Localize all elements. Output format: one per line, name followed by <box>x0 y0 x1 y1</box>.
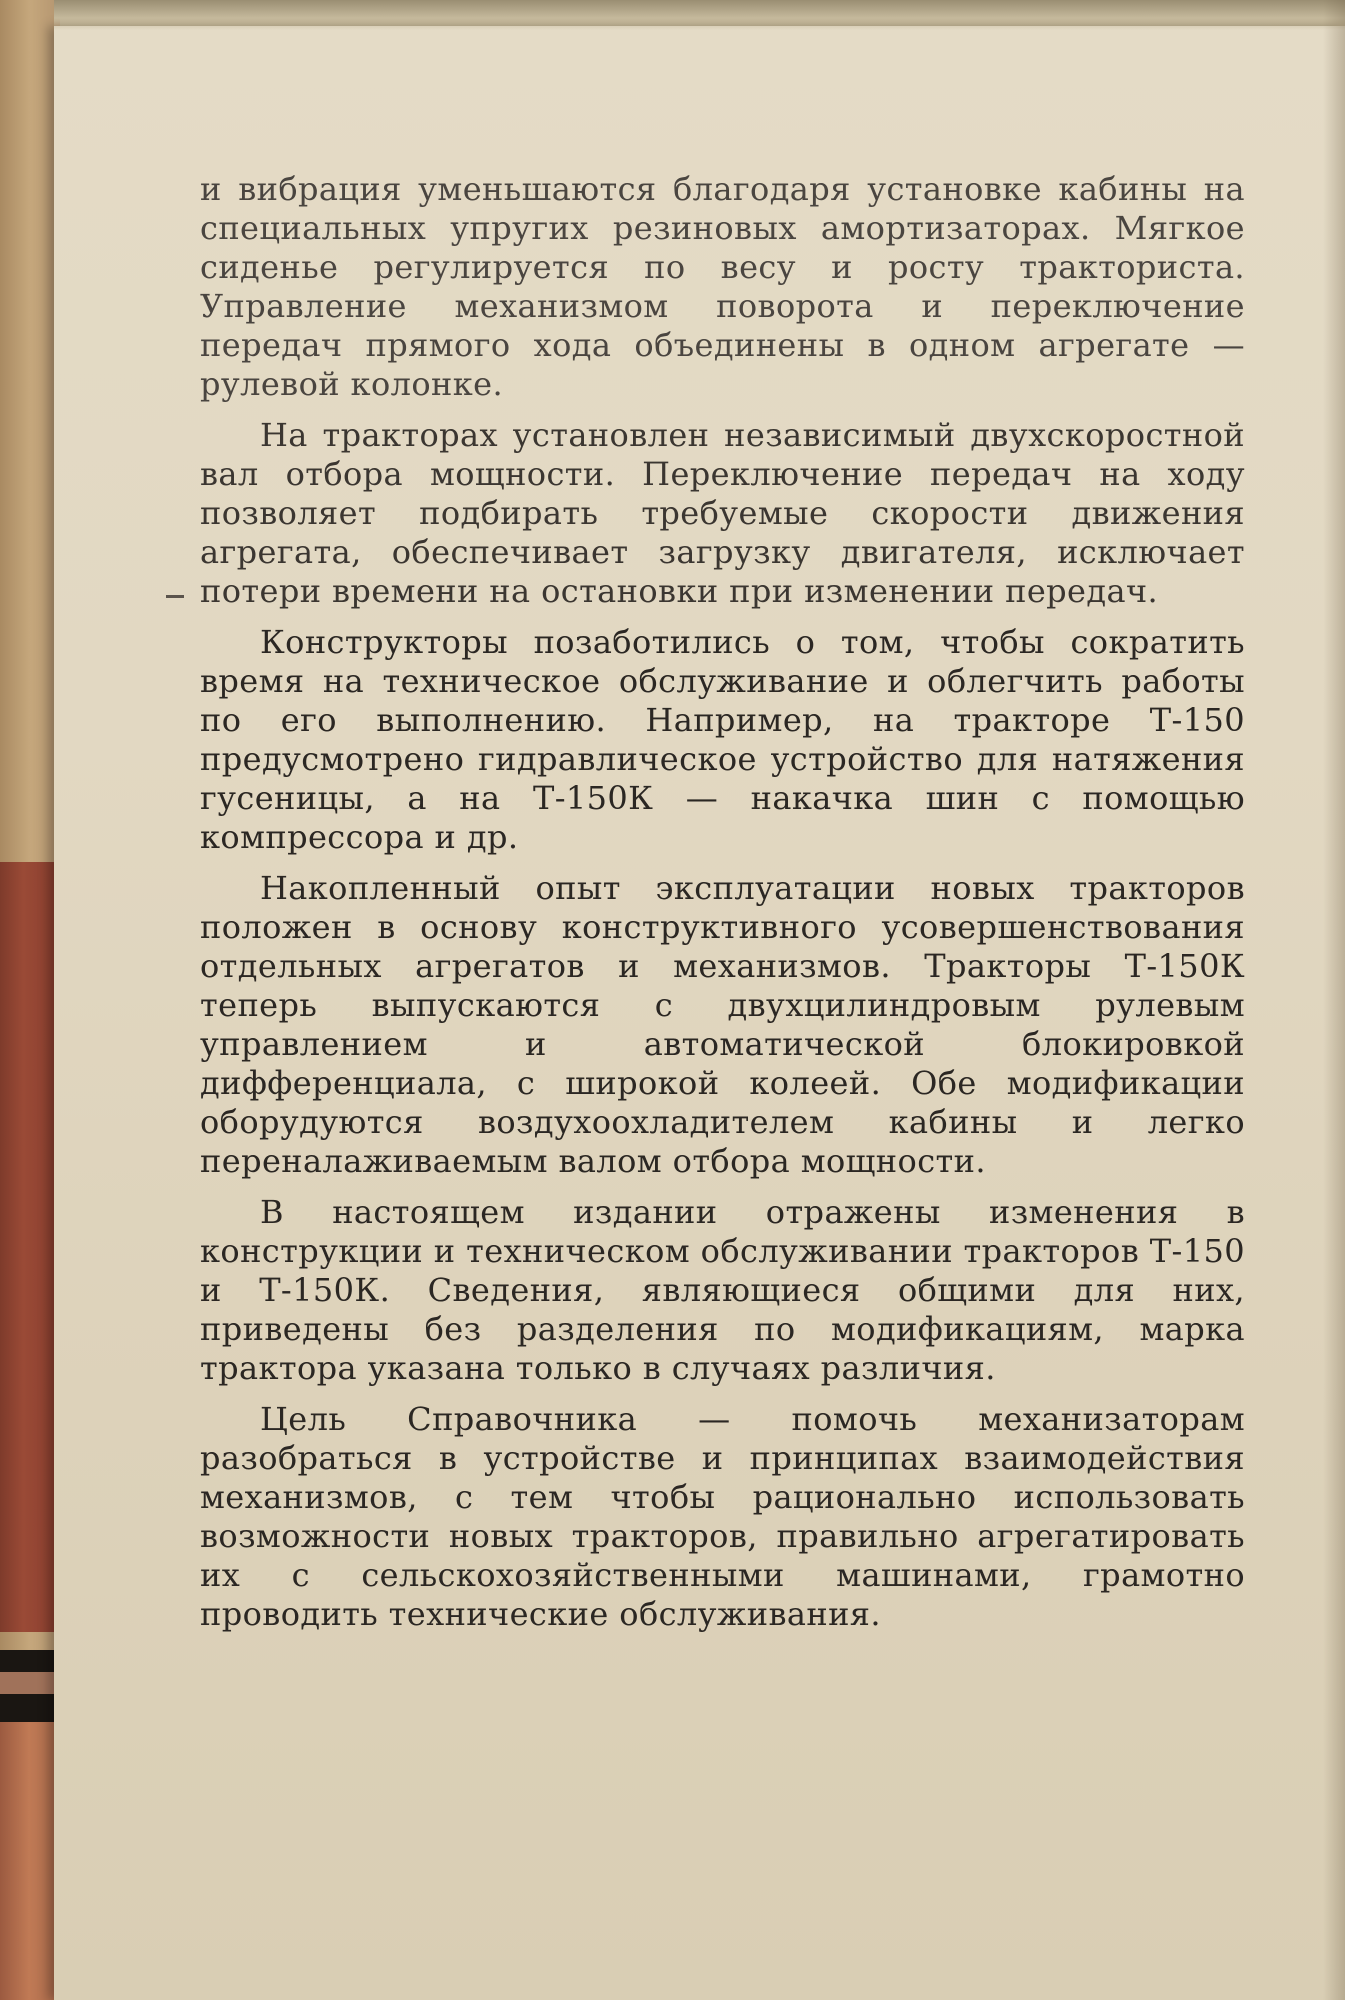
cover-band-gap <box>0 1672 58 1694</box>
paragraph: В настоящем издании отражены изменения в конструкции и техническом обслуживании тракторов Т-150 и Т-150К. Сведения, являющиеся общими для них, приведены без разделения по модификациям, марка трактора указана только в случаях различия. <box>200 1193 1245 1387</box>
margin-mark <box>166 595 184 598</box>
page-right-shade <box>1323 0 1345 2000</box>
paragraph: На тракторах установлен независимый двухскоростной вал отбора мощности. Переключение передач на ходу позволяет подбирать требуемые скорости движения агрегата, обеспечивает загрузку двигателя, исключает потери времени на остановки при изменении передач. <box>200 416 1245 610</box>
body-text <box>200 170 1245 1646</box>
cover-red-band <box>0 862 58 1632</box>
paragraph: и вибрация уменьшаются благодаря установке кабины на специальных упругих резиновых амортизаторах. Мягкое сиденье регулируется по весу и росту тракториста. Управление механизмом поворота и переключение передач прямого хода объединены в одном агрегате — рулевой колонке. <box>200 170 1245 403</box>
paragraph: Цель Справочника — помочь механизаторам разобраться в устройстве и принципах взаимодействия механизмов, с тем чтобы рационально использовать возможности новых тракторов, правильно агрегатировать их с сельскохозяйственными машинами, грамотно проводить технические обслуживания. <box>200 1400 1245 1633</box>
paragraph: Конструкторы позаботились о том, чтобы сократить время на техническое обслуживание и облегчить работы по его выполнению. Например, на тракторе Т-150 предусмотрено гидравлическое устройство для натяжения гусеницы, а на Т-150К — накачка шин с помощью компрессора и др. <box>200 623 1245 856</box>
page-top-shadow <box>54 0 1345 30</box>
cover-rust-band <box>0 1722 58 2000</box>
paragraph: Накопленный опыт эксплуатации новых тракторов положен в основу конструктивного усовершенствования отдельных агрегатов и механизмов. Тракторы Т-150К теперь выпускаются с двухцилиндровым рулевым управлением и автоматической блокировкой дифференциала, с широкой колеей. Обе модификации оборудуются воздухоохладителем кабины и легко переналаживаемым валом отбора мощности. <box>200 869 1245 1180</box>
